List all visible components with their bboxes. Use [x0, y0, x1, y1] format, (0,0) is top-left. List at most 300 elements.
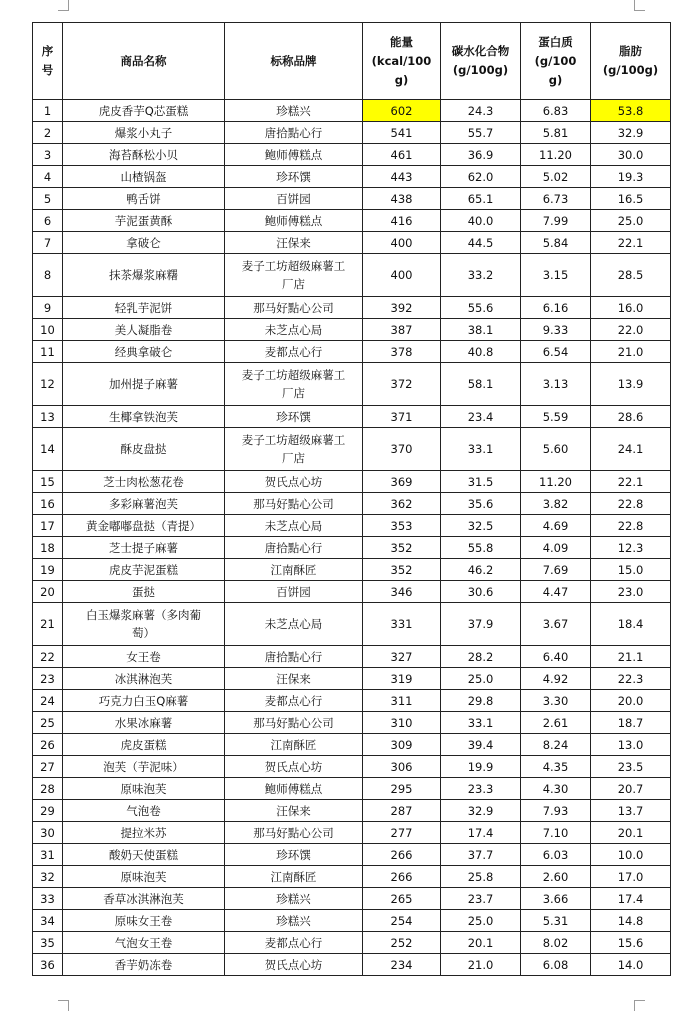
table-row [33, 406, 671, 428]
cell-name: 芋泥蛋黄酥 [63, 210, 225, 232]
table-row [33, 559, 671, 581]
cell-energy: 392 [363, 297, 441, 319]
cell-no: 19 [33, 559, 63, 581]
cell-no: 33 [33, 888, 63, 910]
cell-brand: 唐拾點心行 [225, 537, 363, 559]
cell-carb: 21.0 [441, 954, 521, 976]
cell-energy: 352 [363, 537, 441, 559]
cell-brand: 汪保来 [225, 668, 363, 690]
cell-energy: 252 [363, 932, 441, 954]
cell-no: 16 [33, 493, 63, 515]
cell-fat: 53.8 [591, 100, 671, 122]
cell-protein: 5.02 [521, 166, 591, 188]
cell-carb: 24.3 [441, 100, 521, 122]
header-name: 商品名称 [63, 23, 225, 100]
cell-energy: 372 [363, 363, 441, 406]
cell-name: 虎皮芋泥蛋糕 [63, 559, 225, 581]
cell-brand: 那马好點心公司 [225, 297, 363, 319]
cell-brand: 珍环馔 [225, 166, 363, 188]
table-row [33, 537, 671, 559]
cell-energy: 387 [363, 319, 441, 341]
cell-protein: 6.54 [521, 341, 591, 363]
cell-name: 多彩麻薯泡芙 [63, 493, 225, 515]
cell-carb: 62.0 [441, 166, 521, 188]
cell-fat: 24.1 [591, 428, 671, 471]
cell-carb: 25.0 [441, 668, 521, 690]
cell-name: 气泡女王卷 [63, 932, 225, 954]
cell-name: 芝士提子麻薯 [63, 537, 225, 559]
cell-name: 原味泡芙 [63, 866, 225, 888]
cell-carb: 25.0 [441, 910, 521, 932]
cell-no: 6 [33, 210, 63, 232]
cell-name: 爆浆小丸子 [63, 122, 225, 144]
cell-brand: 珍环馔 [225, 844, 363, 866]
cell-no: 11 [33, 341, 63, 363]
cell-no: 1 [33, 100, 63, 122]
cell-brand: 汪保来 [225, 800, 363, 822]
cell-carb: 46.2 [441, 559, 521, 581]
cell-protein: 3.13 [521, 363, 591, 406]
cell-no: 10 [33, 319, 63, 341]
cell-protein: 6.40 [521, 646, 591, 668]
cell-no: 27 [33, 756, 63, 778]
cell-brand: 未芝点心局 [225, 603, 363, 646]
crop-mark-top-left [58, 0, 69, 11]
cell-carb: 40.8 [441, 341, 521, 363]
cell-carb: 17.4 [441, 822, 521, 844]
cell-energy: 602 [363, 100, 441, 122]
cell-carb: 65.1 [441, 188, 521, 210]
cell-brand: 唐拾點心行 [225, 122, 363, 144]
cell-brand: 麦子工坊超级麻薯工 厂店 [225, 428, 363, 471]
header-energy: 能量 (kcal/100 g) [363, 23, 441, 100]
table-row [33, 932, 671, 954]
cell-name: 轻乳芋泥饼 [63, 297, 225, 319]
table-row [33, 866, 671, 888]
cell-fat: 16.5 [591, 188, 671, 210]
cell-energy: 461 [363, 144, 441, 166]
cell-name: 虎皮香芋Q芯蛋糕 [63, 100, 225, 122]
table-row [33, 603, 671, 646]
cell-brand: 贺氏点心坊 [225, 756, 363, 778]
cell-energy: 266 [363, 866, 441, 888]
cell-fat: 23.5 [591, 756, 671, 778]
cell-name: 黄金嘟嘟盘挞（青提） [63, 515, 225, 537]
cell-brand: 那马好點心公司 [225, 493, 363, 515]
cell-protein: 3.15 [521, 254, 591, 297]
cell-carb: 23.7 [441, 888, 521, 910]
header-fat: 脂肪 (g/100g) [591, 23, 671, 100]
table-row [33, 297, 671, 319]
cell-fat: 17.0 [591, 866, 671, 888]
cell-fat: 30.0 [591, 144, 671, 166]
cell-name: 加州提子麻薯 [63, 363, 225, 406]
cell-protein: 4.09 [521, 537, 591, 559]
cell-protein: 3.67 [521, 603, 591, 646]
cell-no: 31 [33, 844, 63, 866]
cell-energy: 362 [363, 493, 441, 515]
cell-fat: 10.0 [591, 844, 671, 866]
cell-brand: 麦子工坊超级麻薯工 厂店 [225, 363, 363, 406]
cell-protein: 7.99 [521, 210, 591, 232]
nutrition-table [32, 22, 671, 976]
crop-mark-bottom-right [634, 1000, 645, 1011]
cell-protein: 3.30 [521, 690, 591, 712]
cell-name: 酸奶天使蛋糕 [63, 844, 225, 866]
cell-carb: 39.4 [441, 734, 521, 756]
cell-carb: 30.6 [441, 581, 521, 603]
table-row [33, 254, 671, 297]
cell-brand: 麦子工坊超级麻薯工 厂店 [225, 254, 363, 297]
table-row [33, 166, 671, 188]
table-row [33, 800, 671, 822]
table-row [33, 910, 671, 932]
header-row [33, 23, 671, 100]
table-row [33, 888, 671, 910]
header-protein: 蛋白质 (g/100 g) [521, 23, 591, 100]
cell-no: 7 [33, 232, 63, 254]
cell-brand: 贺氏点心坊 [225, 954, 363, 976]
cell-energy: 353 [363, 515, 441, 537]
cell-no: 25 [33, 712, 63, 734]
cell-protein: 6.03 [521, 844, 591, 866]
cell-fat: 21.1 [591, 646, 671, 668]
cell-name: 冰淇淋泡芙 [63, 668, 225, 690]
cell-protein: 5.60 [521, 428, 591, 471]
cell-brand: 麦都点心行 [225, 341, 363, 363]
table-row [33, 471, 671, 493]
cell-name: 泡芙（芋泥味） [63, 756, 225, 778]
cell-carb: 38.1 [441, 319, 521, 341]
cell-fat: 28.6 [591, 406, 671, 428]
cell-fat: 22.1 [591, 232, 671, 254]
cell-protein: 7.69 [521, 559, 591, 581]
cell-brand: 珍糕兴 [225, 100, 363, 122]
cell-carb: 23.4 [441, 406, 521, 428]
cell-energy: 266 [363, 844, 441, 866]
cell-fat: 22.8 [591, 493, 671, 515]
cell-brand: 江南酥匠 [225, 559, 363, 581]
cell-brand: 麦都点心行 [225, 690, 363, 712]
cell-protein: 4.35 [521, 756, 591, 778]
cell-fat: 28.5 [591, 254, 671, 297]
cell-protein: 6.08 [521, 954, 591, 976]
cell-no: 36 [33, 954, 63, 976]
cell-fat: 18.4 [591, 603, 671, 646]
cell-brand: 百饼园 [225, 581, 363, 603]
cell-fat: 20.7 [591, 778, 671, 800]
cell-no: 32 [33, 866, 63, 888]
cell-energy: 370 [363, 428, 441, 471]
cell-name: 女王卷 [63, 646, 225, 668]
cell-fat: 15.6 [591, 932, 671, 954]
cell-energy: 443 [363, 166, 441, 188]
cell-fat: 21.0 [591, 341, 671, 363]
cell-protein: 3.82 [521, 493, 591, 515]
table-row [33, 734, 671, 756]
cell-carb: 35.6 [441, 493, 521, 515]
cell-protein: 5.81 [521, 122, 591, 144]
cell-no: 5 [33, 188, 63, 210]
cell-protein: 3.66 [521, 888, 591, 910]
cell-name: 生椰拿铁泡芙 [63, 406, 225, 428]
cell-carb: 23.3 [441, 778, 521, 800]
cell-carb: 33.1 [441, 712, 521, 734]
cell-fat: 23.0 [591, 581, 671, 603]
cell-no: 15 [33, 471, 63, 493]
cell-no: 2 [33, 122, 63, 144]
cell-energy: 378 [363, 341, 441, 363]
cell-no: 13 [33, 406, 63, 428]
cell-protein: 8.02 [521, 932, 591, 954]
cell-protein: 4.69 [521, 515, 591, 537]
cell-energy: 265 [363, 888, 441, 910]
cell-carb: 37.7 [441, 844, 521, 866]
cell-energy: 331 [363, 603, 441, 646]
cell-no: 24 [33, 690, 63, 712]
table-row [33, 188, 671, 210]
cell-carb: 58.1 [441, 363, 521, 406]
cell-carb: 40.0 [441, 210, 521, 232]
table-row [33, 363, 671, 406]
cell-no: 17 [33, 515, 63, 537]
cell-brand: 那马好點心公司 [225, 822, 363, 844]
table-row [33, 210, 671, 232]
cell-carb: 32.9 [441, 800, 521, 822]
cell-energy: 352 [363, 559, 441, 581]
cell-energy: 369 [363, 471, 441, 493]
crop-mark-bottom-left [58, 1000, 69, 1011]
table-row [33, 822, 671, 844]
cell-energy: 541 [363, 122, 441, 144]
cell-energy: 277 [363, 822, 441, 844]
cell-carb: 25.8 [441, 866, 521, 888]
cell-no: 34 [33, 910, 63, 932]
cell-carb: 37.9 [441, 603, 521, 646]
cell-brand: 百饼园 [225, 188, 363, 210]
table-row [33, 646, 671, 668]
cell-fat: 19.3 [591, 166, 671, 188]
cell-name: 原味女王卷 [63, 910, 225, 932]
cell-energy: 295 [363, 778, 441, 800]
cell-brand: 鲍师傅糕点 [225, 210, 363, 232]
cell-brand: 江南酥匠 [225, 866, 363, 888]
cell-name: 香草冰淇淋泡芙 [63, 888, 225, 910]
table-row [33, 844, 671, 866]
cell-protein: 7.93 [521, 800, 591, 822]
cell-protein: 4.30 [521, 778, 591, 800]
cell-energy: 234 [363, 954, 441, 976]
cell-name: 气泡卷 [63, 800, 225, 822]
cell-carb: 20.1 [441, 932, 521, 954]
cell-no: 3 [33, 144, 63, 166]
cell-carb: 29.8 [441, 690, 521, 712]
cell-brand: 珍糕兴 [225, 888, 363, 910]
cell-carb: 44.5 [441, 232, 521, 254]
cell-name: 经典拿破仑 [63, 341, 225, 363]
cell-protein: 7.10 [521, 822, 591, 844]
cell-fat: 16.0 [591, 297, 671, 319]
cell-energy: 416 [363, 210, 441, 232]
header-carb: 碳水化合物 (g/100g) [441, 23, 521, 100]
cell-energy: 309 [363, 734, 441, 756]
cell-carb: 28.2 [441, 646, 521, 668]
cell-energy: 346 [363, 581, 441, 603]
table-row [33, 493, 671, 515]
table-row [33, 232, 671, 254]
cell-no: 35 [33, 932, 63, 954]
cell-protein: 5.84 [521, 232, 591, 254]
cell-carb: 36.9 [441, 144, 521, 166]
table-row [33, 341, 671, 363]
cell-energy: 311 [363, 690, 441, 712]
cell-energy: 438 [363, 188, 441, 210]
cell-protein: 5.59 [521, 406, 591, 428]
cell-no: 12 [33, 363, 63, 406]
cell-name: 香芋奶冻卷 [63, 954, 225, 976]
header-brand: 标称品牌 [225, 23, 363, 100]
cell-fat: 22.3 [591, 668, 671, 690]
cell-carb: 31.5 [441, 471, 521, 493]
cell-no: 4 [33, 166, 63, 188]
cell-fat: 17.4 [591, 888, 671, 910]
cell-carb: 32.5 [441, 515, 521, 537]
cell-brand: 珍环馔 [225, 406, 363, 428]
cell-protein: 2.61 [521, 712, 591, 734]
cell-carb: 19.9 [441, 756, 521, 778]
cell-fat: 25.0 [591, 210, 671, 232]
cell-name: 鸭舌饼 [63, 188, 225, 210]
cell-brand: 贺氏点心坊 [225, 471, 363, 493]
cell-no: 8 [33, 254, 63, 297]
cell-protein: 6.73 [521, 188, 591, 210]
cell-fat: 13.9 [591, 363, 671, 406]
cell-fat: 20.0 [591, 690, 671, 712]
cell-carb: 55.6 [441, 297, 521, 319]
cell-brand: 未芝点心局 [225, 319, 363, 341]
cell-no: 29 [33, 800, 63, 822]
cell-protein: 2.60 [521, 866, 591, 888]
cell-fat: 13.0 [591, 734, 671, 756]
cell-brand: 未芝点心局 [225, 515, 363, 537]
cell-carb: 33.2 [441, 254, 521, 297]
cell-no: 28 [33, 778, 63, 800]
cell-carb: 55.8 [441, 537, 521, 559]
cell-no: 30 [33, 822, 63, 844]
table-row [33, 778, 671, 800]
cell-no: 18 [33, 537, 63, 559]
cell-name: 原味泡芙 [63, 778, 225, 800]
cell-name: 蛋挞 [63, 581, 225, 603]
cell-energy: 254 [363, 910, 441, 932]
cell-brand: 那马好點心公司 [225, 712, 363, 734]
cell-brand: 鲍师傅糕点 [225, 144, 363, 166]
table-row [33, 756, 671, 778]
table-row [33, 690, 671, 712]
cell-no: 14 [33, 428, 63, 471]
cell-brand: 汪保来 [225, 232, 363, 254]
cell-name: 巧克力白玉Q麻薯 [63, 690, 225, 712]
table-row [33, 428, 671, 471]
cell-name: 酥皮盘挞 [63, 428, 225, 471]
table-row [33, 319, 671, 341]
cell-brand: 麦都点心行 [225, 932, 363, 954]
cell-protein: 8.24 [521, 734, 591, 756]
cell-protein: 11.20 [521, 144, 591, 166]
cell-no: 20 [33, 581, 63, 603]
cell-protein: 5.31 [521, 910, 591, 932]
cell-energy: 319 [363, 668, 441, 690]
cell-no: 26 [33, 734, 63, 756]
cell-no: 21 [33, 603, 63, 646]
cell-fat: 22.1 [591, 471, 671, 493]
cell-name: 虎皮蛋糕 [63, 734, 225, 756]
cell-name: 山楂锅盔 [63, 166, 225, 188]
cell-brand: 鲍师傅糕点 [225, 778, 363, 800]
table-row [33, 712, 671, 734]
cell-name: 芝士肉松葱花卷 [63, 471, 225, 493]
cell-fat: 13.7 [591, 800, 671, 822]
cell-no: 9 [33, 297, 63, 319]
cell-protein: 4.47 [521, 581, 591, 603]
cell-brand: 珍糕兴 [225, 910, 363, 932]
cell-carb: 55.7 [441, 122, 521, 144]
table-row [33, 954, 671, 976]
cell-brand: 唐拾點心行 [225, 646, 363, 668]
cell-protein: 6.83 [521, 100, 591, 122]
cell-protein: 11.20 [521, 471, 591, 493]
table-body [33, 100, 671, 976]
cell-name: 白玉爆浆麻薯（多肉葡 萄） [63, 603, 225, 646]
table-row [33, 100, 671, 122]
cell-fat: 22.8 [591, 515, 671, 537]
table-row [33, 668, 671, 690]
cell-protein: 9.33 [521, 319, 591, 341]
cell-fat: 12.3 [591, 537, 671, 559]
table-row [33, 144, 671, 166]
cell-name: 拿破仑 [63, 232, 225, 254]
cell-name: 海苔酥松小贝 [63, 144, 225, 166]
table-row [33, 122, 671, 144]
cell-protein: 4.92 [521, 668, 591, 690]
header-no: 序 号 [33, 23, 63, 100]
cell-energy: 306 [363, 756, 441, 778]
cell-energy: 310 [363, 712, 441, 734]
cell-name: 抹茶爆浆麻糬 [63, 254, 225, 297]
cell-fat: 15.0 [591, 559, 671, 581]
cell-fat: 20.1 [591, 822, 671, 844]
cell-carb: 33.1 [441, 428, 521, 471]
table-row [33, 581, 671, 603]
cell-energy: 287 [363, 800, 441, 822]
cell-energy: 400 [363, 232, 441, 254]
cell-name: 水果冰麻薯 [63, 712, 225, 734]
cell-name: 美人凝脂卷 [63, 319, 225, 341]
table-row [33, 515, 671, 537]
cell-energy: 400 [363, 254, 441, 297]
cell-fat: 14.8 [591, 910, 671, 932]
cell-brand: 江南酥匠 [225, 734, 363, 756]
cell-no: 23 [33, 668, 63, 690]
cell-no: 22 [33, 646, 63, 668]
cell-fat: 22.0 [591, 319, 671, 341]
cell-energy: 327 [363, 646, 441, 668]
cell-fat: 14.0 [591, 954, 671, 976]
crop-mark-top-right [634, 0, 645, 11]
cell-fat: 18.7 [591, 712, 671, 734]
cell-protein: 6.16 [521, 297, 591, 319]
cell-energy: 371 [363, 406, 441, 428]
